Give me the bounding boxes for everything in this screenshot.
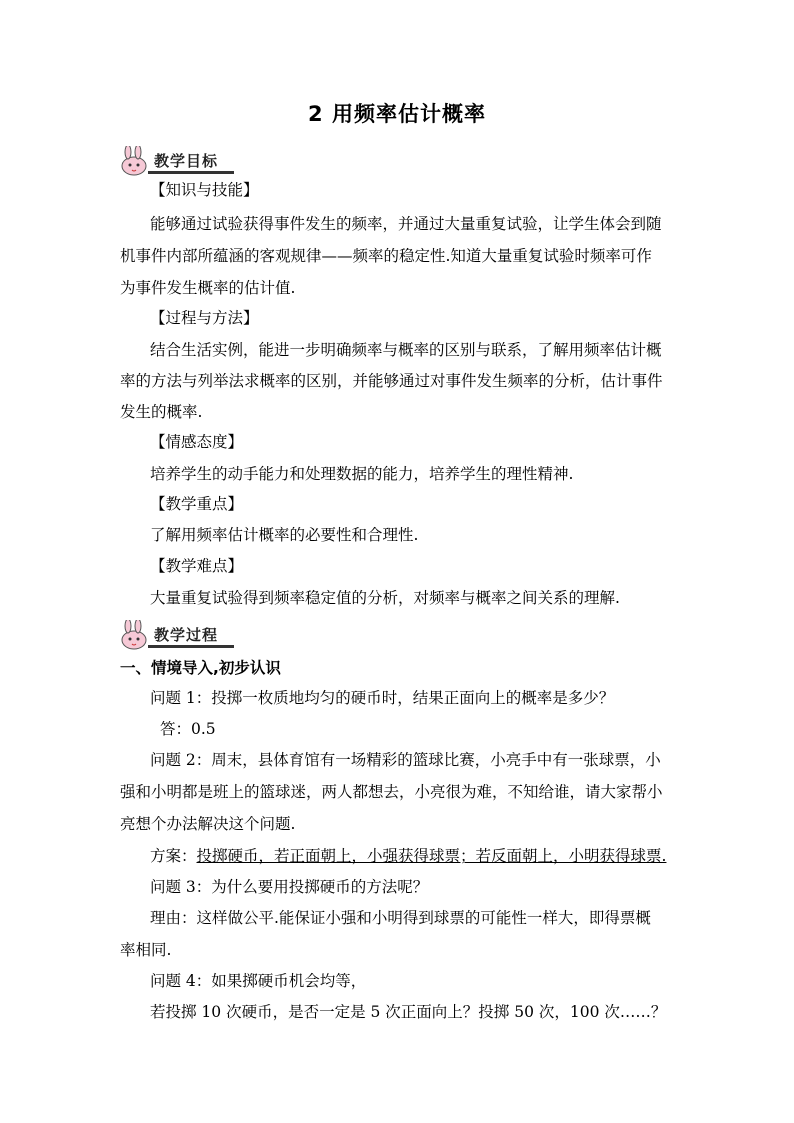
badge-label-process: 教学过程 <box>154 626 219 644</box>
rabbit-mascot-icon <box>118 620 152 650</box>
plan-text: 投掷硬币，若正面朝上，小强获得球票；若反面朝上，小明获得球票. <box>196 847 667 865</box>
plan-line <box>150 846 710 867</box>
difficulty-line: 大量重复试验得到频率稳定值的分析，对频率与概率之间关系的理解. <box>150 589 620 607</box>
process-heading: 一、情境导入,初步认识 <box>120 659 281 677</box>
question-4: 问题 4：如果掷硬币机会均等， <box>150 972 367 990</box>
question-1: 问题 1：投掷一枚质地均匀的硬币时，结果正面向上的概率是多少？ <box>150 689 615 707</box>
knowledge-line-3: 为事件发生概率的估计值. <box>120 279 296 297</box>
badge-label-goals: 教学目标 <box>154 152 219 170</box>
method-label: 【过程与方法】 <box>150 309 259 327</box>
question-2-line-3: 亮想个办法解决这个问题. <box>120 815 296 833</box>
section-badge-goals <box>118 146 318 176</box>
attitude-label: 【情感态度】 <box>150 433 244 451</box>
attitude-line: 培养学生的动手能力和处理数据的能力，培养学生的理性精神. <box>150 465 574 483</box>
answer-1: 答：0.5 <box>160 720 216 738</box>
section-badge-process <box>118 620 318 650</box>
rabbit-mascot-icon <box>118 146 152 176</box>
plan-label: 方案： <box>150 847 197 865</box>
reason-line-2: 率相同. <box>120 941 172 959</box>
method-line-1: 结合生活实例，能进一步明确频率与概率的区别与联系，了解用频率估计概 <box>150 341 662 359</box>
question-3: 问题 3：为什么要用投掷硬币的方法呢？ <box>150 878 429 896</box>
method-line-3: 发生的概率. <box>120 403 203 421</box>
knowledge-line-2: 机事件内部所蕴涵的客观规律——频率的稳定性.知道大量重复试验时频率可作 <box>120 247 652 265</box>
question-2-line-1: 问题 2：周末，县体育馆有一场精彩的篮球比赛，小亮手中有一张球票，小 <box>150 751 661 769</box>
page-title: 2 用频率估计概率 <box>308 102 486 126</box>
badge-underline <box>148 645 234 648</box>
focus-line: 了解用频率估计概率的必要性和合理性. <box>150 526 419 544</box>
question-4-follow: 若投掷 10 次硬币，是否一定是 5 次正面向上？投掷 50 次，100 次……？ <box>150 1003 667 1021</box>
reason-line-1: 理由：这样做公平.能保证小强和小明得到球票的可能性一样大，即得票概 <box>150 909 651 927</box>
focus-label: 【教学重点】 <box>150 495 244 513</box>
method-line-2: 率的方法与列举法求概率的区别，并能够通过对事件发生频率的分析，估计事件 <box>120 372 663 390</box>
question-2-line-2: 强和小明都是班上的篮球迷，两人都想去，小亮很为难，不知给谁，请大家帮小 <box>120 783 663 801</box>
badge-underline <box>148 171 234 174</box>
knowledge-label: 【知识与技能】 <box>150 181 259 199</box>
difficulty-label: 【教学难点】 <box>150 557 244 575</box>
knowledge-line-1: 能够通过试验获得事件发生的频率，并通过大量重复试验，让学生体会到随 <box>150 215 662 233</box>
